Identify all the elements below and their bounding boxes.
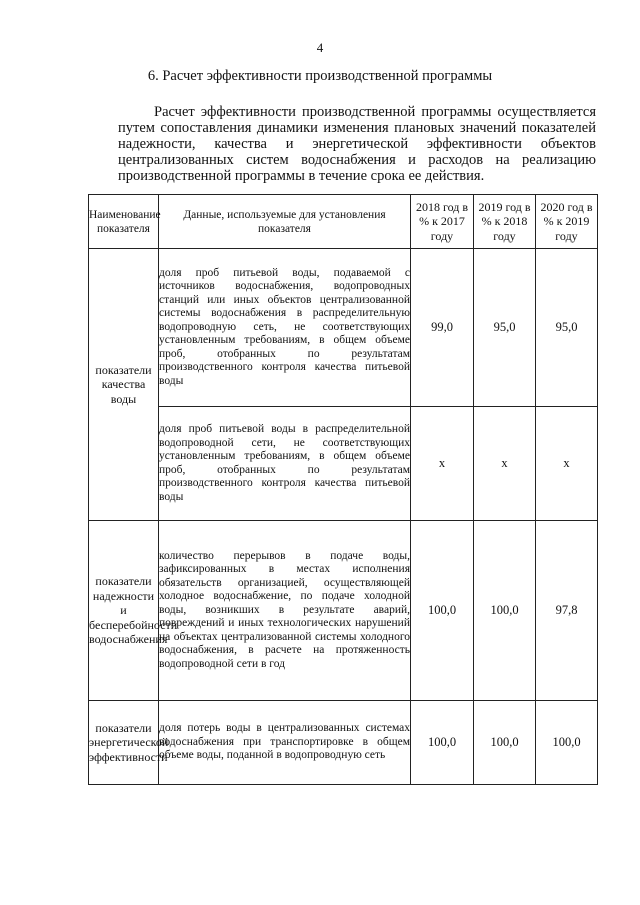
header-year-2019: 2019 год в % к 2018 году [474,195,536,249]
intro-paragraph: Расчет эффективности производственной программы осуществляется путем сопоставления динамики изменения плановых значений показателей надежности, качества и энергетической эффективности объектов централизованных систем водоснабжения и расходов на реализацию производственной программы в течение срока ее действия. [118,104,596,184]
value-2020: x [536,407,598,521]
group-energy-efficiency: показатели энергетической эффективности [89,701,159,785]
row-description: доля проб питьевой воды в распределительной водопроводной сети, не соответствующих установленным требованиям, в общем объеме проб, отобранных по результатам производственного контроля качества питьевой воды [159,407,411,521]
page-number: 4 [316,40,324,55]
value-2018: x [411,407,474,521]
header-year-2018: 2018 год в % к 2017 году [411,195,474,249]
value-2018: 100,0 [411,521,474,701]
table-header-row [89,195,598,249]
value-2019: 100,0 [474,701,536,785]
section-heading: 6. Расчет эффективности производственной программы [147,68,493,84]
table-row [89,521,598,701]
header-source-data: Данные, используемые для установления показателя [159,195,411,249]
value-2020: 100,0 [536,701,598,785]
value-2020: 97,8 [536,521,598,701]
table-row [89,701,598,785]
group-water-quality: показатели качества воды [89,249,159,521]
row-description: количество перерывов в подаче воды, зафиксированных в местах исполнения обязательств организацией, осуществляющей холодное водоснабжение, по подаче холодной воды, возникших в результате аварий, повреждений и иных технологических нарушений на объектах централизованной системы холодного водоснабжения, в расчете на протяженность водопроводной сети в год [159,521,411,701]
group-reliability: показатели надежности и бесперебойности водоснабжения [89,521,159,701]
value-2019: x [474,407,536,521]
header-year-2020: 2020 год в % к 2019 году [536,195,598,249]
row-description: доля потерь воды в централизованных системах водоснабжения при транспортировке в общем объеме воды, поданной в водопроводную сеть [159,701,411,785]
header-indicator-name: Наименование показателя [89,195,159,249]
table-row [89,407,598,521]
row-description: доля проб питьевой воды, подаваемой с источников водоснабжения, водопроводных станций или иных объектов централизованной системы водоснабжения в распределительную водопроводную сеть, не соответствующих установленным требованиям, в общем объеме проб, отобранных по результатам производственного контроля качества питьевой воды [159,249,411,407]
value-2018: 100,0 [411,701,474,785]
efficiency-table [88,194,598,785]
value-2018: 99,0 [411,249,474,407]
value-2020: 95,0 [536,249,598,407]
table-row [89,249,598,407]
value-2019: 100,0 [474,521,536,701]
value-2019: 95,0 [474,249,536,407]
